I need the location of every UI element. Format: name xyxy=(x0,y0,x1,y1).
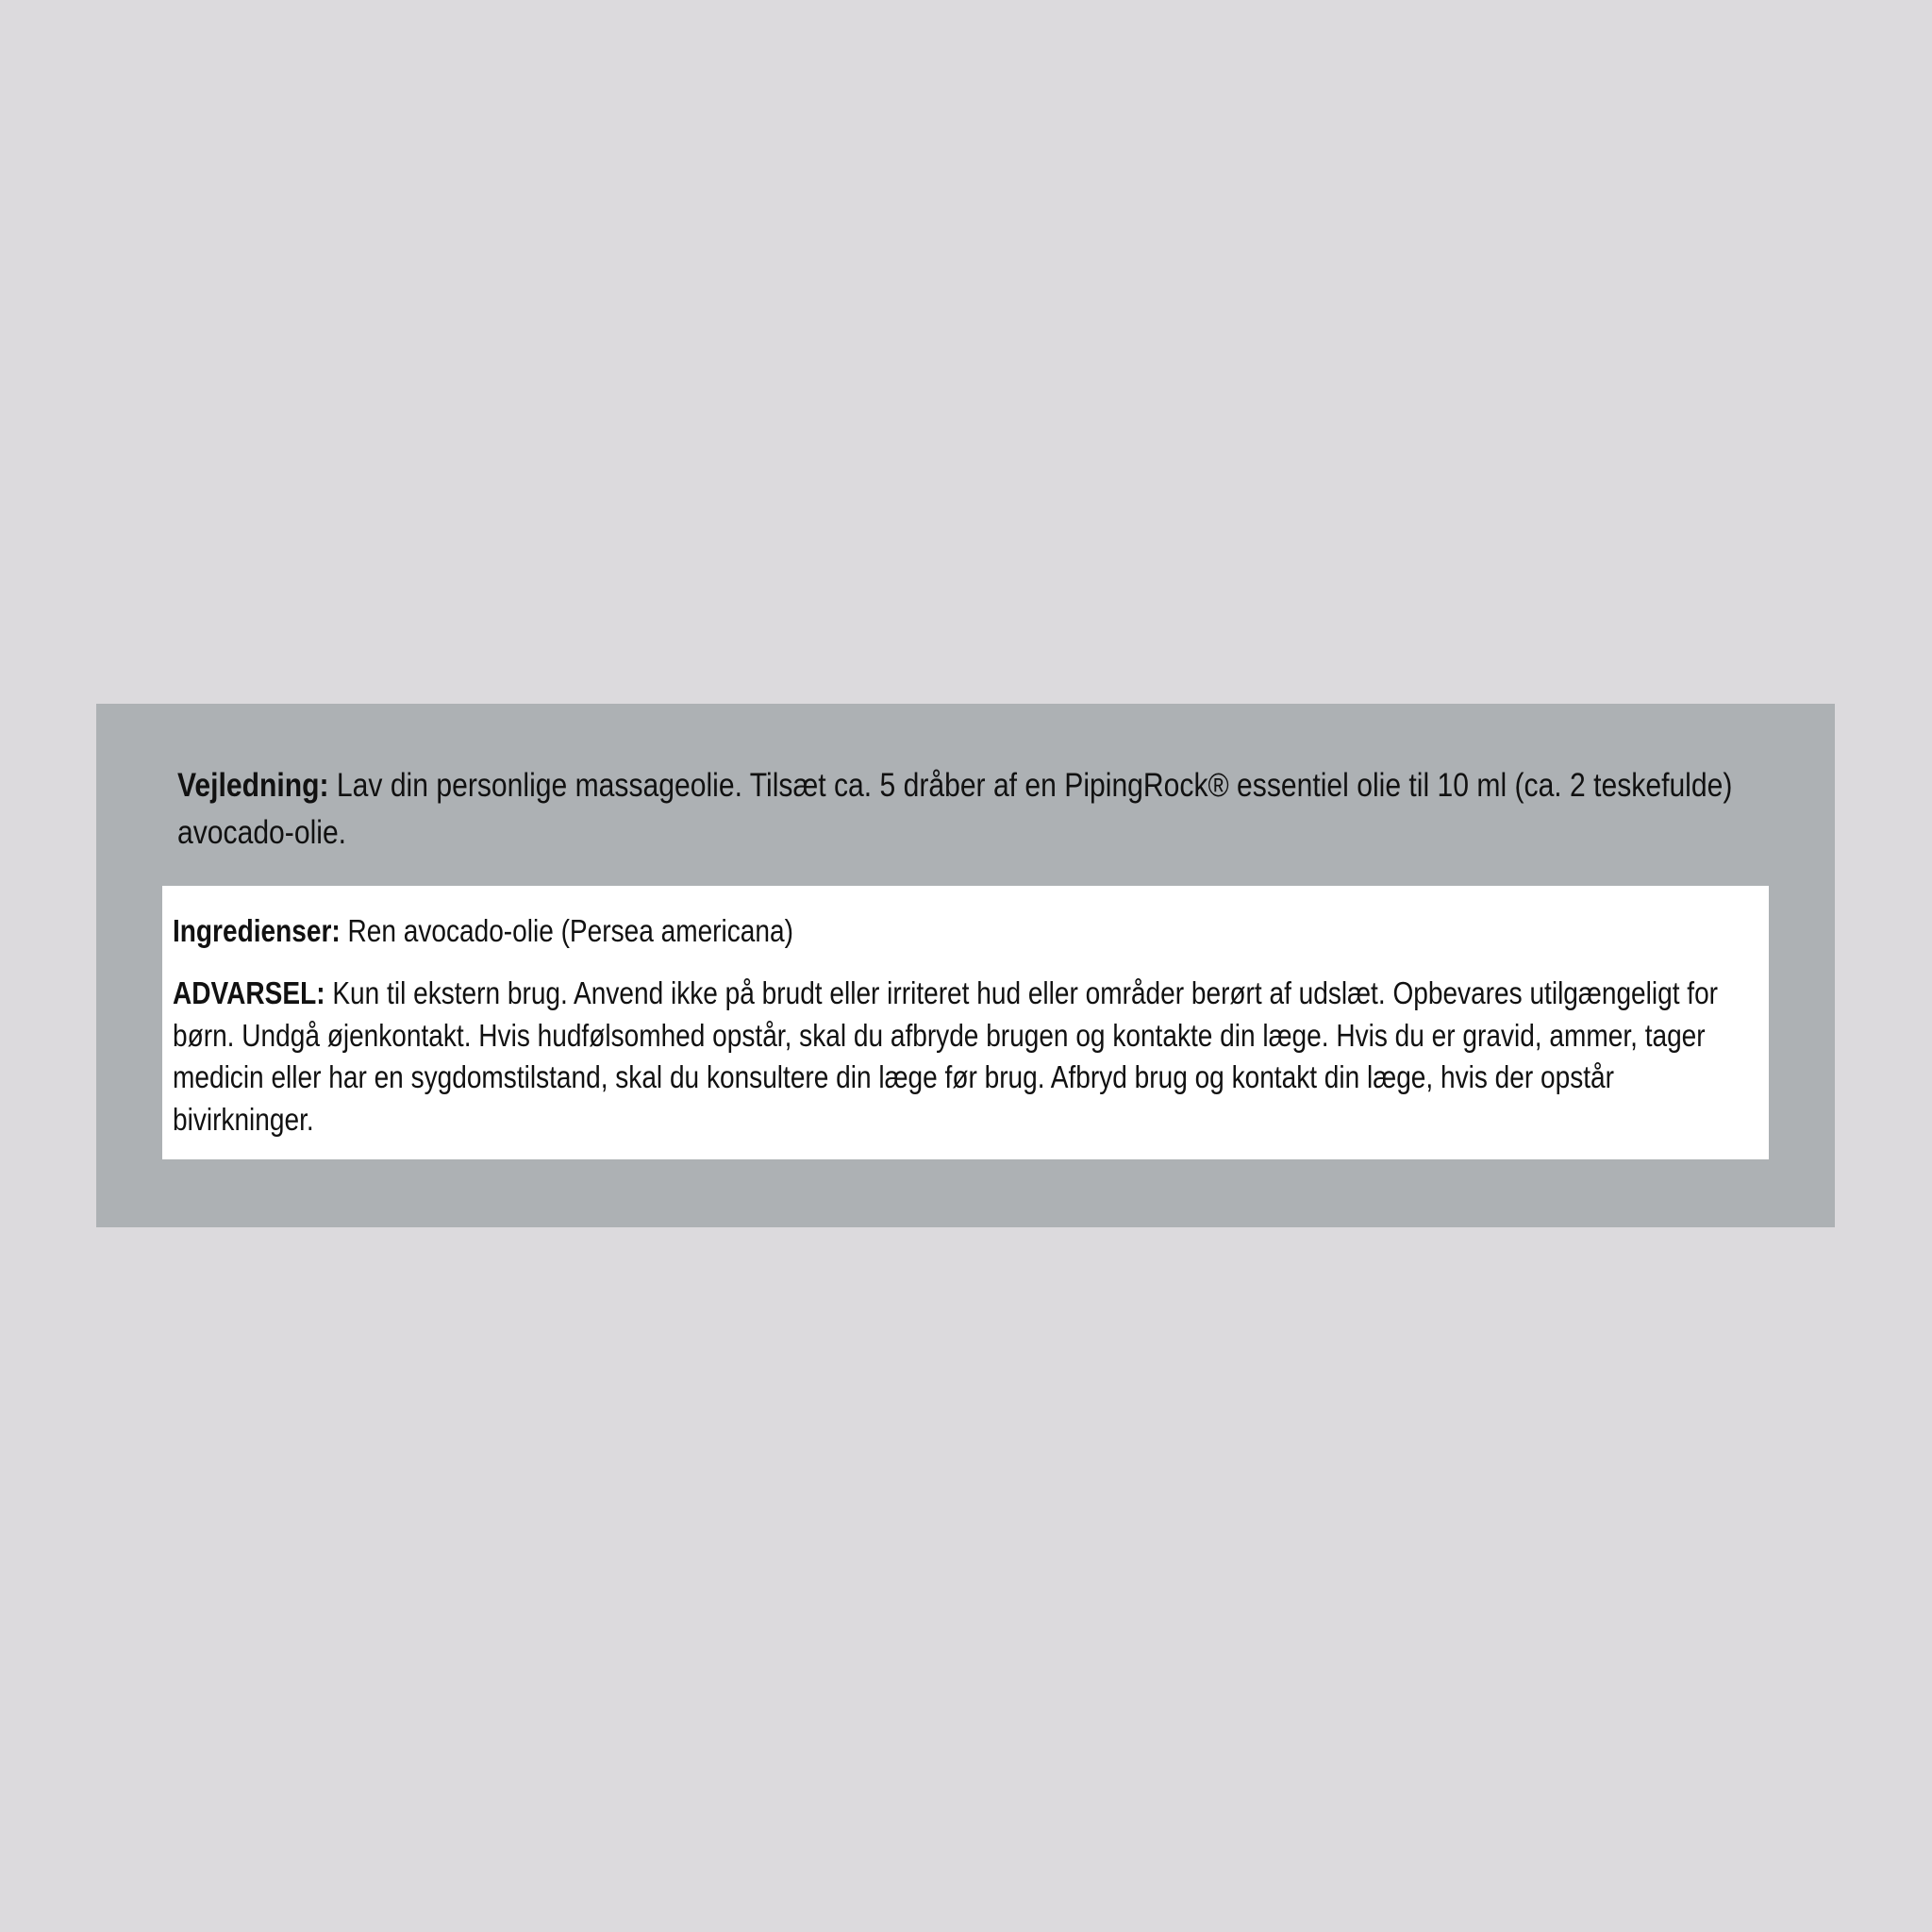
warning-heading: ADVARSEL: xyxy=(173,975,325,1010)
ingredients-paragraph xyxy=(173,910,1760,952)
directions-paragraph xyxy=(177,762,1780,857)
ingredients-heading: Ingredienser: xyxy=(173,913,341,948)
ingredients-warning-box xyxy=(162,886,1769,1159)
warning-paragraph xyxy=(173,973,1760,1141)
product-label-panel xyxy=(96,704,1835,1227)
directions-heading: Vejledning: xyxy=(177,767,329,804)
directions-text: Lav din personlige massageolie. Tilsæt ca. 5 dråber af en PipingRock® essentiel olie til 10 ml (ca. 2 teskefulde) avocado-olie. xyxy=(177,767,1733,851)
warning-text: Kun til ekstern brug. Anvend ikke på brudt eller irriteret hud eller områder berørt af udslæt. Opbevares utilgængeligt for børn. Undgå øjenkontakt. Hvis hudfølsomhed opstår, skal du afbryde brugen og kontakte din læge. Hvis du er gravid, ammer, tager medicin eller har en sygdomstilstand, skal du konsultere din læge før brug. Afbryd brug og kontakt din læge, hvis der opstår bivirkninger. xyxy=(173,975,1719,1137)
ingredients-warning-content xyxy=(173,910,1760,1141)
ingredients-text: Ren avocado-olie (Persea americana) xyxy=(340,913,793,948)
